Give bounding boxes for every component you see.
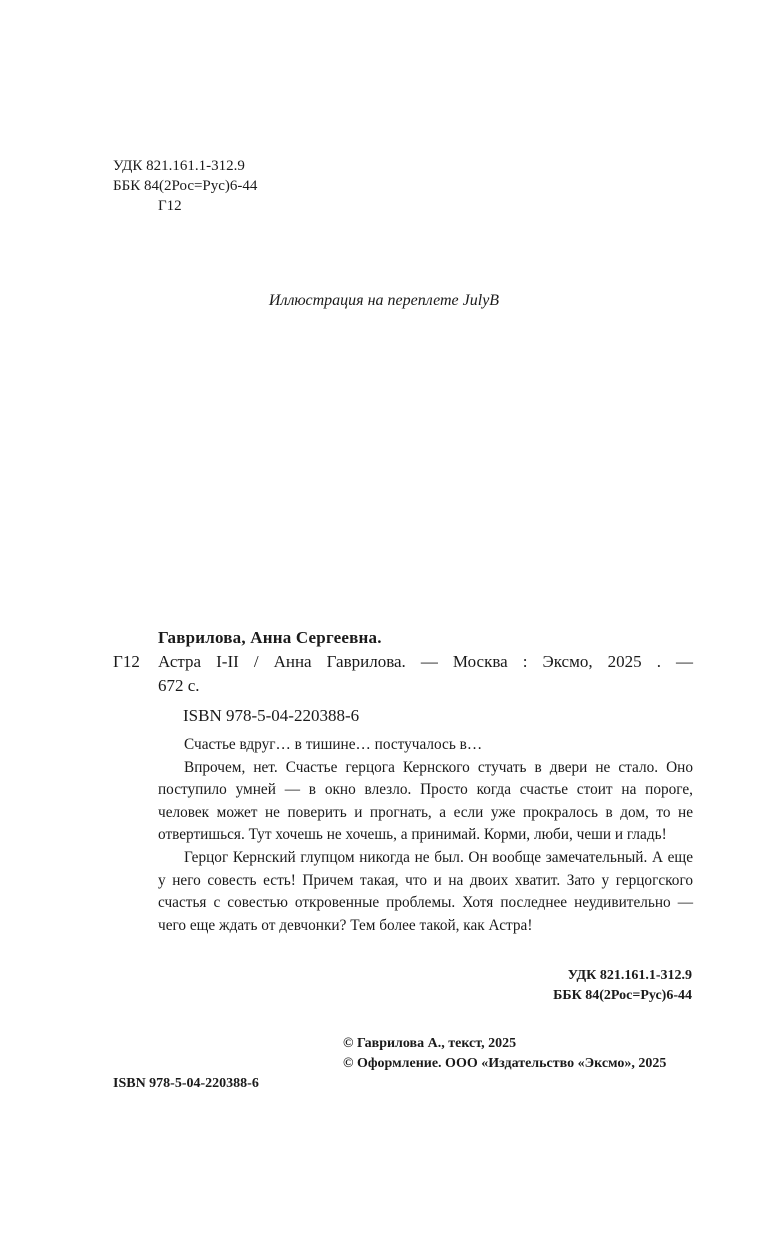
udk-code-bottom: УДК 821.161.1-312.9 [567, 968, 692, 983]
bbk-code: ББК 84(2Рос=Рус)6-44 [113, 178, 258, 194]
footer-isbn: ISBN 978-5-04-220388-6 [113, 1076, 259, 1091]
page-count: 672 с. [158, 676, 200, 695]
bbk-code-bottom: ББК 84(2Рос=Рус)6-44 [553, 988, 692, 1003]
copyright-block [343, 1034, 666, 1074]
copyright-design: © Оформление. ООО «Издательство «Эксмо», 2025 [343, 1056, 667, 1071]
annotation-paragraph: Впрочем, нет. Счастье герцога Кернского стучать в двери не стало. Оно поступило умней — в окно влезло. Просто когда счастье стоит на пороге, человек может не поверить и прогнать, а если уже прокралось в дом, то не отвертишься. Тут хочешь не хочешь, а принимай. Корми, люби, чеши и гладь! [158, 758, 693, 844]
udk-code: УДК 821.161.1-312.9 [113, 158, 245, 174]
classification-block [113, 156, 257, 216]
copyright-text: © Гаврилова А., текст, 2025 [343, 1036, 517, 1051]
bibliographic-record [113, 626, 693, 937]
record-isbn: ISBN 978-5-04-220388-6 [183, 706, 360, 725]
title-statement: Астра I-II / Анна Гаврилова. — Москва : Эксмо, 2025 . — [158, 652, 693, 671]
bottom-classification [553, 966, 692, 1006]
illustration-credit: Иллюстрация на переплете JulyB [268, 292, 500, 309]
annotation-paragraph: Счастье вдруг… в тишине… постучалось в… [184, 736, 483, 753]
annotation-paragraph: Герцог Кернский глупцом никогда не был. Он вообще замечательный. А еще у него совесть есть! Причем такая, что и на двоих хватит. Зато у герцогского счастья с совестью откровенные проблемы. Хотя последнее неудивительно — чего еще ждать от девчонки? Тем более такой, как Астра! [158, 848, 693, 934]
author-heading: Гаврилова, Анна Сергеевна. [158, 628, 382, 647]
record-code: Г12 [113, 652, 140, 671]
title-row [113, 650, 693, 674]
annotation [113, 734, 693, 937]
author-sign: Г12 [158, 198, 182, 214]
